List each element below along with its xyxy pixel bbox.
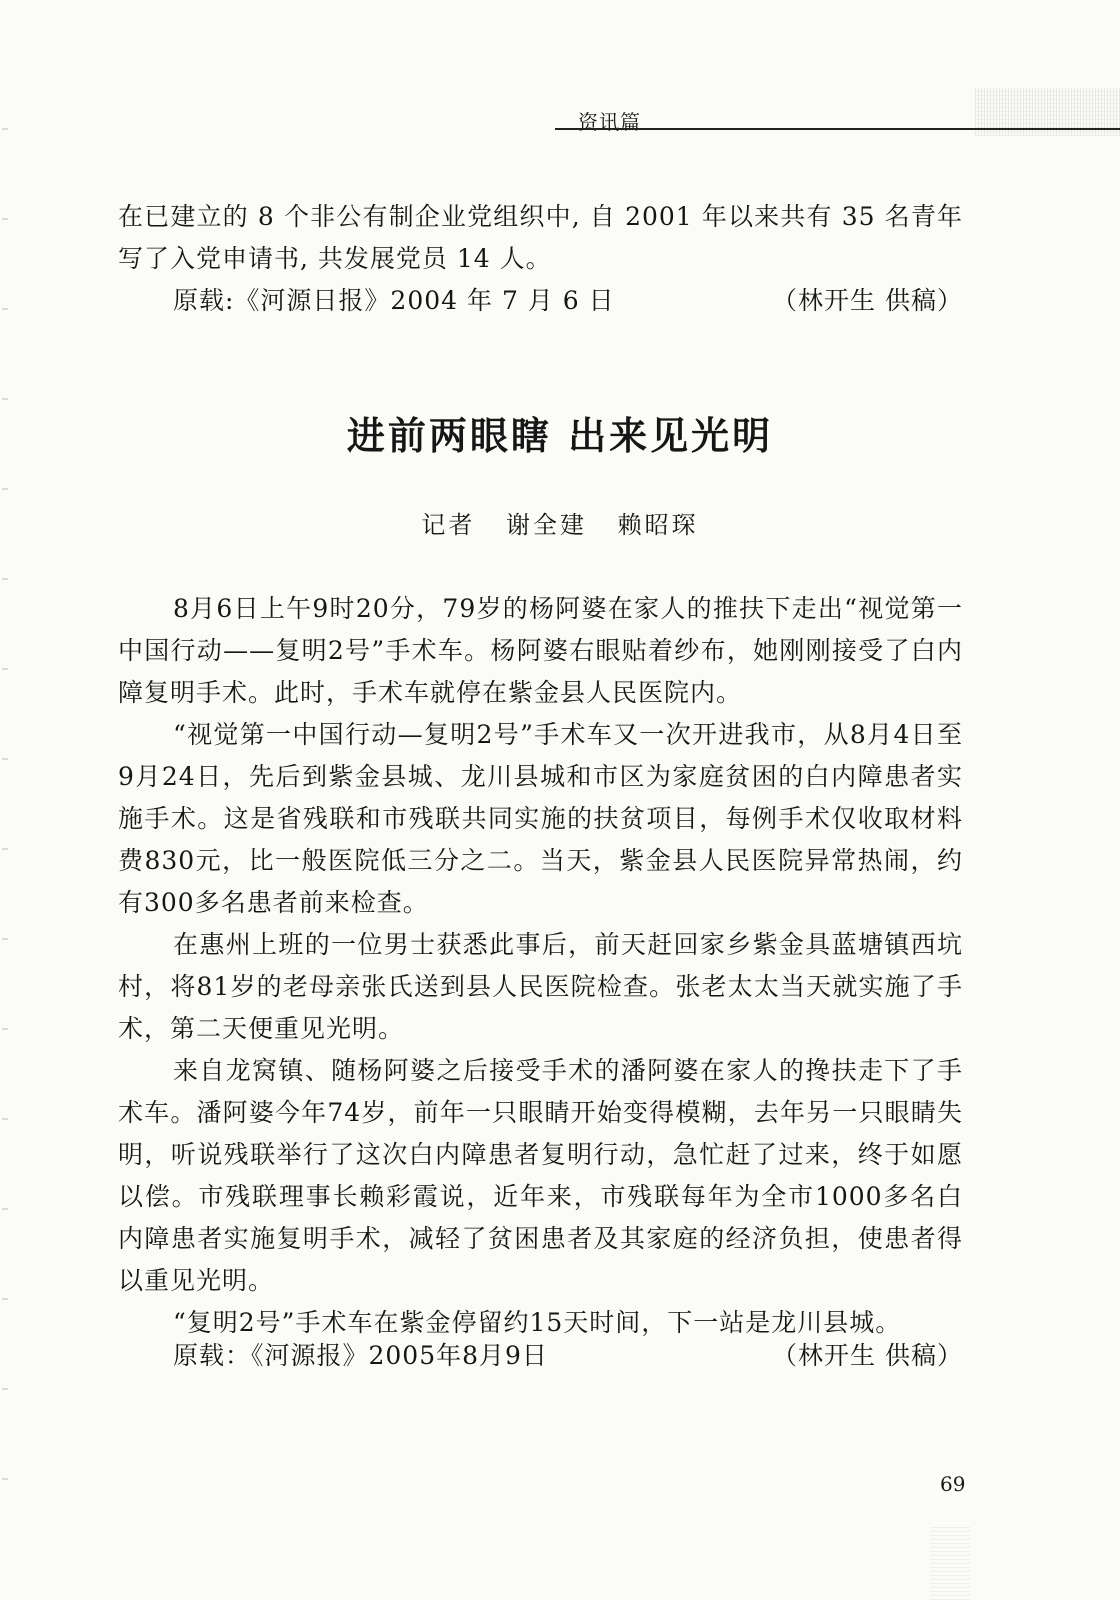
prev-article-body [118,196,963,280]
article-source: 原载：《河源报》2005年8月9日 [173,1341,548,1370]
section-label: 资讯篇 [578,110,641,134]
prev-article-credit: （林开生 供稿） [772,286,963,315]
article-paragraph-1: 8月6日上午9时20分，79岁的杨阿婆在家人的推扶下走出“视觉第一中国行动——复明2号”手术车。杨阿婆右眼贴着纱布，她刚刚接受了白内障复明手术。此时，手术车就停在紫金县人民医院内。 [118,594,963,707]
scan-texture-bottom [930,1525,970,1600]
header-rule [555,128,1120,130]
article-paragraph-3: 在惠州上班的一位男士获悉此事后，前天赶回家乡紫金具蓝塘镇西坑村，将81岁的老母亲张氏送到县人民医院检查。张老太太当天就实施了手术，第二天便重见光明。 [118,930,963,1043]
prev-article-paragraph: 在已建立的 8 个非公有制企业党组织中, 自 2001 年以来共有 35 名青年写了入党申请书, 共发展党员 14 人。 [118,202,963,273]
article-source-line [173,1335,963,1377]
article-paragraph-4: 来自龙窝镇、随杨阿婆之后接受手术的潘阿婆在家人的搀扶走下了手术车。潘阿婆今年74岁，前年一只眼睛开始变得模糊，去年另一只眼睛失明，听说残联举行了这次白内障患者复明行动，急忙赶了过来，终于如愿以偿。市残联理事长赖彩霞说，近年来，市残联每年为全市1000多名白内障患者实施复明手术，减轻了贫困患者及其家庭的经济负担，使患者得以重见光明。 [118,1056,963,1295]
article-credit: （林开生 供稿） [772,1341,963,1370]
article-paragraph-5: “复明2号”手术车在紫金停留约15天时间，下一站是龙川县城。 [173,1308,902,1337]
prev-article-source-line [173,280,963,322]
article-byline: 记者 谢全建 赖昭琛 [421,511,699,539]
page-number: 69 [940,1472,966,1496]
prev-article-source: 原载:《河源日报》2004 年 7 月 6 日 [173,286,615,315]
article-body [118,588,963,1344]
article-paragraph-2: “视觉第一中国行动—复明2号”手术车又一次开进我市，从8月4日至9月24日，先后到紫金县城、龙川县城和市区为家庭贫困的白内障患者实施手术。这是省残联和市残联共同实施的扶贫项目，每例手术仅收取材料费830元，比一般医院低三分之二。当天，紫金县人民医院异常热闹，约有300多名患者前来检查。 [118,720,963,917]
scan-speckle-left [2,80,8,1480]
article-title: 进前两眼瞎 出来见光明 [346,413,774,458]
